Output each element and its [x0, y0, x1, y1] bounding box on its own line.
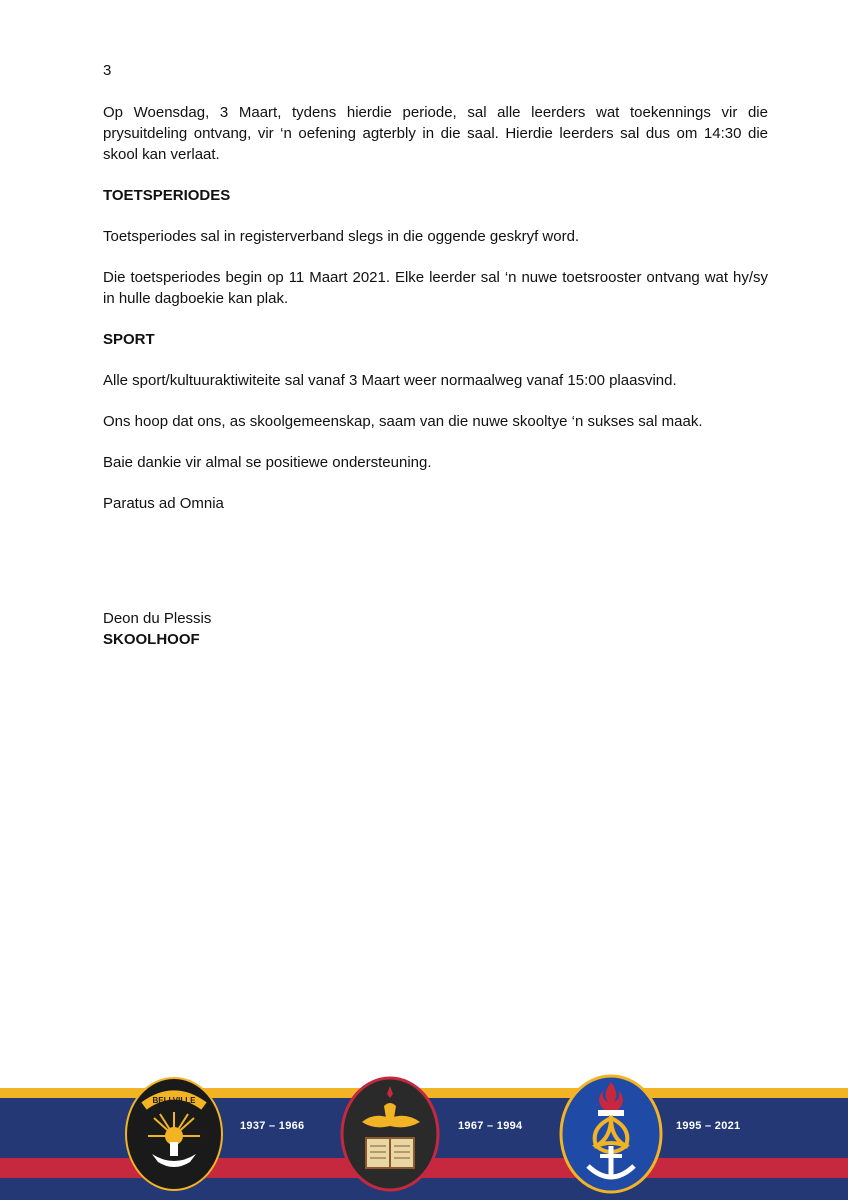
lamp-book-crest-icon: [340, 1076, 440, 1192]
paragraph-community: Ons hoop dat ons, as skoolgemeenskap, saam van die nuwe skooltye ‘n sukses sal maak.: [103, 413, 703, 430]
paragraph-test-periods: Toetsperiodes sal in registerverband slegs in die oggende geskryf word.: [103, 228, 580, 245]
crest-label: BELLVILLE: [152, 1096, 196, 1105]
era-label-2: 1967 – 1994: [458, 1120, 523, 1132]
era-label-3: 1995 – 2021: [676, 1120, 741, 1132]
bellville-crest-icon: [124, 1076, 224, 1192]
signature-title: SKOOLHOOF: [103, 631, 200, 648]
paragraph-prize-rehearsal: Op Woensdag, 3 Maart, tydens hierdie periode, sal alle leerders wat toekennings vir die prysuitdeling ontvang, vir ‘n oefening agterbly in die saal. Hierdie leerders sal dus om 14:30 die skool kan verlaat.: [103, 104, 768, 163]
signature-block: [103, 608, 211, 650]
signature-name: Deon du Plessis: [103, 610, 212, 627]
heading-test-periods: TOETSPERIODES: [103, 187, 231, 204]
paragraph-sport: Alle sport/kultuuraktiwiteite sal vanaf 3 Maart weer normaalweg vanaf 15:00 plaasvind.: [103, 372, 677, 389]
letter-body: [103, 102, 768, 534]
paragraph-motto: Paratus ad Omnia: [103, 495, 224, 512]
anchor-torch-crest-icon: [558, 1074, 664, 1194]
paragraph-test-schedule: Die toetsperiodes begin op 11 Maart 2021. Elke leerder sal ‘n nuwe toetsrooster ontvang wat hy/sy in hulle dagboekie kan plak.: [103, 269, 768, 307]
era-label-1: 1937 – 1966: [240, 1120, 305, 1132]
footer-banner: [0, 1072, 848, 1200]
heading-sport: SPORT: [103, 331, 155, 348]
page-number: 3: [103, 62, 112, 79]
paragraph-thanks: Baie dankie vir almal se positiewe ondersteuning.: [103, 454, 432, 471]
